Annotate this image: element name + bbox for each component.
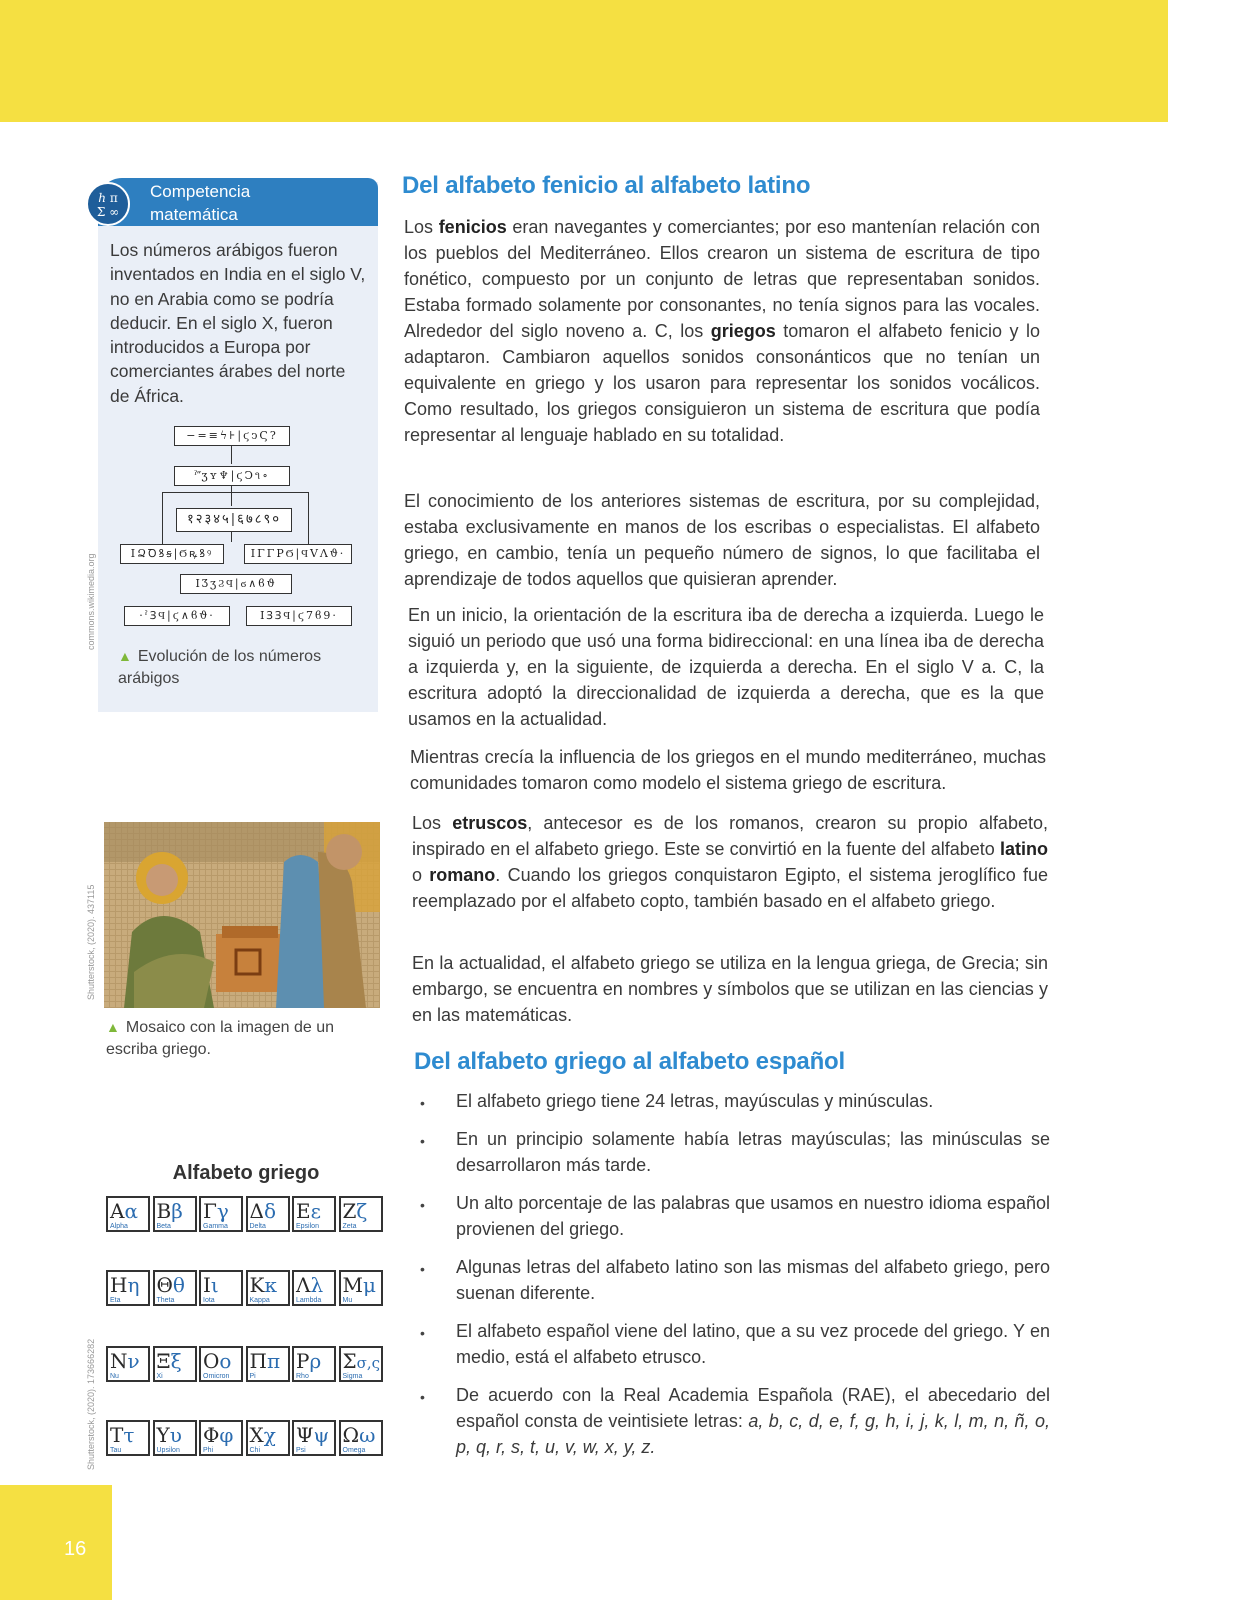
bullet-item: • El alfabeto español viene del latino, que a su vez procede del griego. Y en medio, está el alfabeto etrusco. [416,1318,1050,1370]
greek-letter-delta: Δδ Delta [246,1196,290,1232]
heading-griego-espanol: Del alfabeto griego al alfabeto español [414,1048,845,1075]
numerals-credit: commons.wikimedia.org [86,553,96,650]
heading-fenicio-latino: Del alfabeto fenicio al alfabeto latino [402,172,811,199]
bullet-item: • Un alto porcentaje de las palabras que usamos en nuestro idioma español provienen del griego. [416,1190,1050,1242]
paragraph-orientacion: En un inicio, la orientación de la escritura iba de derecha a izquierda. Luego le siguió un periodo que usó una forma bidireccional: en una línea iba de derecha a izquierda y, en la siguiente, de izquierda a derecha. En el siglo V a. C, la escritura adoptó la direccionalidad de izquierda a derecha, que es la que usamos en la actualidad. [408,605,1044,729]
greek-letter-kappa: Κκ Kappa [246,1270,290,1306]
greek-letter-xi: Ξξ Xi [153,1346,197,1382]
greek-letter-rho: Ρρ Rho [292,1346,336,1382]
greek-letter-upsilon: Υυ Upsilon [153,1420,197,1456]
greek-letter-pi: Ππ Pi [246,1346,290,1382]
greek-letter-sigma: Σσ,ς Sigma [339,1346,383,1382]
greek-letter-phi: Φφ Phi [199,1420,243,1456]
page-number-box [0,1485,112,1600]
greek-letter-omicron: Οο Omicron [199,1346,243,1382]
page-number: 16 [64,1538,87,1560]
top-yellow-band [0,0,1168,122]
greek-letter-nu: Νν Nu [106,1346,150,1382]
paragraph-actualidad: En la actualidad, el alfabeto griego se utiliza en la lengua griega, de Grecia; sin embargo, se encuentra en nombres y símbolos que se utilizan en las ciencias y en las matemáticas. [412,953,1048,1025]
greek-letter-psi: Ψψ Psi [292,1420,336,1456]
greek-letter-mu: Μμ Mu [339,1270,383,1306]
greek-letter-gamma: Γγ Gamma [199,1196,243,1232]
bullet-item: • El alfabeto griego tiene 24 letras, mayúsculas y minúsculas. [416,1088,1050,1114]
paragraph-fenicios: Los fenicios eran navegantes y comerciantes; por eso mantenían relación con los pueblos del Mediterráneo. Ellos crearon un sistema de escritura de tipo fonético, compuesto por un conjunto de letras que representaban sonidos. Estaba formado solamente por consonantes, no tenía signos para las vocales. Alrededor del siglo noveno a. C, los griegos tomaron el alfabeto fenicio y lo adaptaron. Cambiaron aquellos sonidos consonánticos que no tenían un equivalente en griego y los usaron para representar los sonidos vocálicos. Como resultado, los griegos consiguieron un sistema de escritura que podía representar al lenguaje hablado en su totalidad. [404,217,1040,445]
competencia-title: Competencia matemática [150,182,251,224]
mosaic-credit: Shutterstock, (2020). 437115 [86,884,96,1000]
numerals-caption: ▲ Evolución de los números arábigos [118,648,322,687]
bullet-item: • En un principio solamente había letras mayúsculas; las minúsculas se desarrollaron más tarde. [416,1126,1050,1178]
greek-letter-chi: Χχ Chi [246,1420,290,1456]
bullet-item: • De acuerdo con la Real Academia Española (RAE), el abecedario del español consta de veintisiete letras: a, b, c, d, e, f, g, h, i, j, k, l, m, n, ñ, o, p, q, r, s, t, u, v, w, x, y, z. [416,1382,1050,1460]
greek-letter-iota: Ιι Iota [199,1270,243,1306]
numerals-evolution-figure: −=≡ϟ⊦|ϛↄϚ? ˀ꜠ʒʏ♆|ϛϽ૧∘ १२३४५|६७८९० ⅠՁꝹꝸꞩ|Ϭꝶꝸꝰ ΙΓΓΡϬ|ϤVΛϑ· ΙƷʒϨϤ|ϭ∧ϐϑ ·ˀꞫϤ|ϛ∧ϐϑ· ΙꞫꞫϤ|ϛ7ϐ9· [112,420,364,638]
paragraph-influencia: Mientras crecía la influencia de los griegos en el mundo mediterráneo, muchas comunidades tomaron como modelo el sistema griego de escritura. [410,747,1046,793]
greek-letter-theta: Θθ Theta [153,1270,197,1306]
paragraph-conocimiento: El conocimiento de los anteriores sistemas de escritura, por su complejidad, estaba exclusivamente en manos de los escribas o especialistas. El alfabeto griego, en cambio, tenía un pequeño número de signos, lo que facilitaba el aprendizaje de todos aquellos que quisieran aprender. [404,491,1040,589]
greek-letter-tau: Ττ Tau [106,1420,150,1456]
triangle-icon: ▲ [106,1019,120,1035]
greek-letter-beta: Ββ Beta [153,1196,197,1232]
greek-letter-alpha: Αα Alpha [106,1196,150,1232]
competencia-text: Los números arábigos fueron inventados en India en el siglo V, no en Arabia como se podría deducir. En el siglo X, fueron introducidos a Europa por comerciantes árabes del norte de África. [110,240,366,406]
math-symbols-icon: ℎ π Σ ∞ [86,182,130,226]
greek-letter-zeta: Ζζ Zeta [339,1196,383,1232]
bullet-list [416,1088,1050,1472]
bullet-item: • Algunas letras del alfabeto latino son las mismas del alfabeto griego, pero suenan diferente. [416,1254,1050,1306]
greek-letter-epsilon: Εε Epsilon [292,1196,336,1232]
triangle-icon: ▲ [118,648,132,664]
greek-letter-eta: Ηη Eta [106,1270,150,1306]
greek-alphabet-title: Alfabeto griego [172,1162,320,1184]
greek-credit: Shutterstock, (2020). 173666282 [86,1338,96,1470]
mosaic-caption: ▲ Mosaico con la imagen de un escriba griego. [106,1019,334,1058]
greek-letter-omega: Ωω Omega [339,1420,383,1456]
greek-letter-lambda: Λλ Lambda [292,1270,336,1306]
scribe-mosaic-image [104,822,380,1008]
paragraph-etruscos: Los etruscos, antecesor es de los romanos, crearon su propio alfabeto, inspirado en el alfabeto griego. Este se convirtió en la fuente del alfabeto latino o romano. Cuando los griegos conquistaron Egipto, el sistema jeroglífico fue reemplazado por el alfabeto copto, también basado en el alfabeto griego. [412,813,1048,911]
